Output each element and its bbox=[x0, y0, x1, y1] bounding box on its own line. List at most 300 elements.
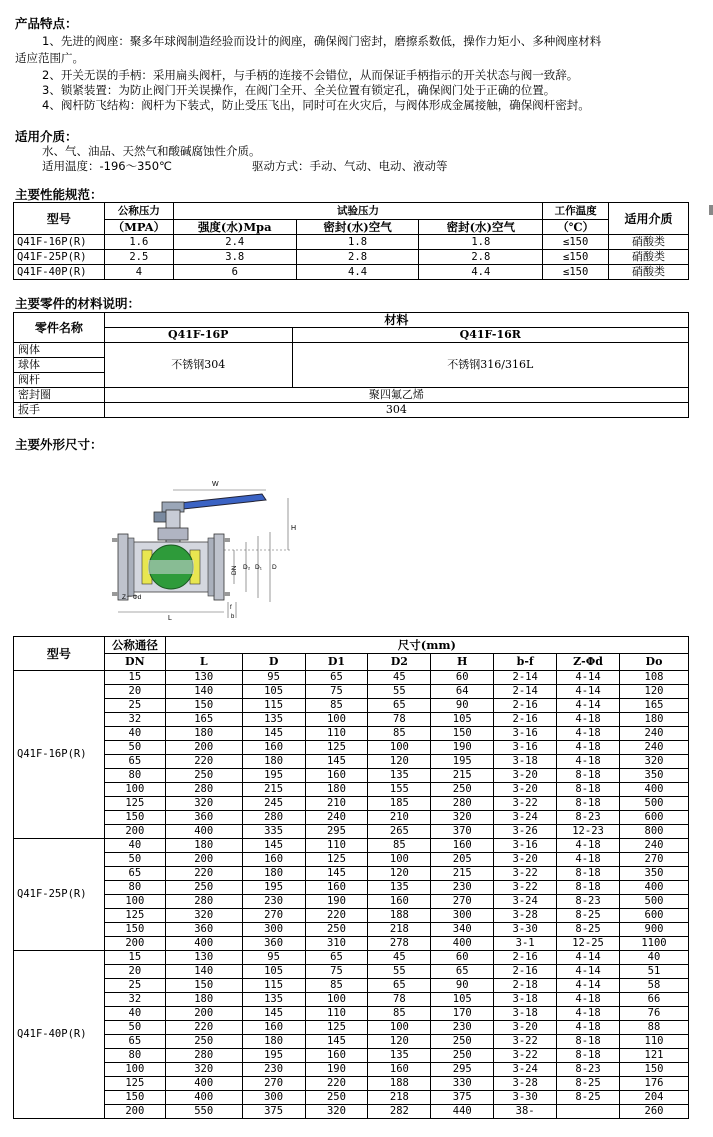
table-row bbox=[14, 1105, 689, 1119]
table-cell: 400 bbox=[165, 937, 242, 951]
table-cell: 8-18 bbox=[557, 867, 620, 881]
feature-line-2: 2、开关无误的手柄：采用扁头阀杆，与手柄的连接不会错位，从而保证手柄指示的开关状态与阀一致辞。 bbox=[42, 68, 579, 82]
table-cell: 220 bbox=[165, 1021, 242, 1035]
table-cell: 900 bbox=[619, 923, 688, 937]
table-cell: 500 bbox=[619, 895, 688, 909]
table-cell: 295 bbox=[305, 825, 368, 839]
table-cell: 4-18 bbox=[557, 853, 620, 867]
table-cell: 64 bbox=[431, 685, 494, 699]
table-cell: 180 bbox=[165, 993, 242, 1007]
table-cell: 440 bbox=[431, 1105, 494, 1119]
valve-diagram bbox=[110, 472, 300, 622]
table-cell: 190 bbox=[305, 1063, 368, 1077]
table-cell: 4-18 bbox=[557, 839, 620, 853]
table-cell: 230 bbox=[431, 881, 494, 895]
table-cell: 600 bbox=[619, 811, 688, 825]
table-cell: 240 bbox=[305, 811, 368, 825]
table-cell: 3-24 bbox=[494, 1063, 557, 1077]
table-cell: 4-14 bbox=[557, 979, 620, 993]
table-cell: 45 bbox=[368, 951, 431, 965]
table-cell: 400 bbox=[165, 825, 242, 839]
table-cell: 150 bbox=[104, 811, 165, 825]
table-cell: 100 bbox=[368, 1021, 431, 1035]
table-cell: 80 bbox=[104, 769, 165, 783]
table-row bbox=[14, 1035, 689, 1049]
table-cell: 85 bbox=[305, 979, 368, 993]
table-cell: 220 bbox=[305, 909, 368, 923]
table-cell: 2-16 bbox=[494, 699, 557, 713]
table-cell: ≤150 bbox=[543, 250, 609, 265]
table-cell: 2.4 bbox=[173, 235, 296, 250]
table-cell: 218 bbox=[368, 923, 431, 937]
table-cell: 2-14 bbox=[494, 671, 557, 685]
table-cell: 3-24 bbox=[494, 811, 557, 825]
table-cell: 195 bbox=[242, 1049, 305, 1063]
table-cell: 105 bbox=[431, 713, 494, 727]
table-cell: 250 bbox=[165, 1035, 242, 1049]
table-cell: 125 bbox=[104, 797, 165, 811]
table-cell: 218 bbox=[368, 1091, 431, 1105]
table-cell: 270 bbox=[242, 909, 305, 923]
table-cell: 4-18 bbox=[557, 993, 620, 1007]
table-cell: 4-14 bbox=[557, 699, 620, 713]
table-cell: 8-23 bbox=[557, 811, 620, 825]
features-heading: 产品特点： bbox=[15, 16, 78, 31]
table-cell: 85 bbox=[368, 727, 431, 741]
part-stem: 阀杆 bbox=[14, 373, 105, 388]
table-cell: Q41F-25P(R) bbox=[14, 250, 105, 265]
dim-col-dn: DN bbox=[104, 654, 165, 671]
table-cell: 220 bbox=[165, 755, 242, 769]
table-cell: 2-16 bbox=[494, 951, 557, 965]
table-cell: 105 bbox=[242, 965, 305, 979]
part-ball: 球体 bbox=[14, 358, 105, 373]
table-row bbox=[14, 755, 689, 769]
dim-label-h: H bbox=[291, 525, 297, 532]
table-cell: 3-20 bbox=[494, 853, 557, 867]
table-cell: 145 bbox=[242, 727, 305, 741]
handle-material: 304 bbox=[104, 403, 688, 418]
table-cell: 200 bbox=[165, 853, 242, 867]
table-cell: 8-18 bbox=[557, 881, 620, 895]
table-cell: 360 bbox=[165, 923, 242, 937]
table-cell: 105 bbox=[242, 685, 305, 699]
table-cell: 135 bbox=[368, 881, 431, 895]
table-cell: 205 bbox=[431, 853, 494, 867]
material-model-p: Q41F-16P bbox=[104, 328, 292, 343]
table-cell: 188 bbox=[368, 1077, 431, 1091]
table-cell: 150 bbox=[165, 979, 242, 993]
table-cell: 100 bbox=[305, 713, 368, 727]
table-cell: 3-28 bbox=[494, 1077, 557, 1091]
table-row bbox=[14, 853, 689, 867]
table-cell: 160 bbox=[368, 895, 431, 909]
table-cell: 245 bbox=[242, 797, 305, 811]
table-cell: 3-16 bbox=[494, 741, 557, 755]
table-cell: 195 bbox=[242, 769, 305, 783]
table-cell: 3-22 bbox=[494, 881, 557, 895]
table-row bbox=[14, 1077, 689, 1091]
dim-col-header: D1 bbox=[305, 654, 368, 671]
table-cell: 165 bbox=[165, 713, 242, 727]
table-cell: 320 bbox=[165, 909, 242, 923]
table-cell: 320 bbox=[431, 811, 494, 825]
table-cell: 150 bbox=[104, 923, 165, 937]
dim-col-header: Do bbox=[619, 654, 688, 671]
table-cell: 280 bbox=[165, 1049, 242, 1063]
table-cell: 180 bbox=[242, 867, 305, 881]
dim-label-b: b bbox=[231, 614, 235, 620]
table-cell: 100 bbox=[104, 895, 165, 909]
table-cell: 65 bbox=[104, 867, 165, 881]
table-cell: 100 bbox=[104, 783, 165, 797]
dimensions-table bbox=[13, 636, 689, 1119]
table-row bbox=[14, 923, 689, 937]
table-cell: 210 bbox=[305, 797, 368, 811]
table-cell: 300 bbox=[242, 1091, 305, 1105]
table-cell: 15 bbox=[104, 671, 165, 685]
table-cell: 3-18 bbox=[494, 1007, 557, 1021]
table-cell: 140 bbox=[165, 965, 242, 979]
table-row bbox=[14, 937, 689, 951]
table-cell: 15 bbox=[104, 951, 165, 965]
table-cell: 135 bbox=[242, 993, 305, 1007]
table-row bbox=[14, 881, 689, 895]
table-cell: 90 bbox=[431, 699, 494, 713]
table-cell: 600 bbox=[619, 909, 688, 923]
table-cell: 400 bbox=[619, 783, 688, 797]
table-cell: 160 bbox=[242, 1021, 305, 1035]
table-cell: 4.4 bbox=[296, 265, 419, 280]
table-cell: 145 bbox=[305, 867, 368, 881]
table-cell: 270 bbox=[619, 853, 688, 867]
table-cell: 200 bbox=[104, 1105, 165, 1119]
table-row bbox=[14, 727, 689, 741]
table-cell: 8-25 bbox=[557, 923, 620, 937]
materials-heading: 主要零件的材料说明： bbox=[15, 296, 141, 311]
table-cell: 145 bbox=[305, 1035, 368, 1049]
table-cell: 110 bbox=[619, 1035, 688, 1049]
dimensions-heading: 主要外形尺寸： bbox=[15, 437, 103, 452]
table-cell: 400 bbox=[165, 1077, 242, 1091]
table-cell: 220 bbox=[165, 867, 242, 881]
table-cell: 176 bbox=[619, 1077, 688, 1091]
table-cell: 4-18 bbox=[557, 727, 620, 741]
table-cell: 2-14 bbox=[494, 685, 557, 699]
table-cell: 2.5 bbox=[104, 250, 173, 265]
table-cell: 400 bbox=[165, 1091, 242, 1105]
table-cell: 4-14 bbox=[557, 685, 620, 699]
table-cell: 160 bbox=[242, 741, 305, 755]
table-cell: 50 bbox=[104, 853, 165, 867]
table-cell: 3-1 bbox=[494, 937, 557, 951]
table-cell: 165 bbox=[619, 699, 688, 713]
table-cell: 150 bbox=[619, 1063, 688, 1077]
table-row bbox=[14, 951, 689, 965]
table-cell: 250 bbox=[165, 881, 242, 895]
table-cell: 200 bbox=[165, 741, 242, 755]
table-cell: 125 bbox=[104, 909, 165, 923]
table-row bbox=[14, 783, 689, 797]
table-cell: 320 bbox=[619, 755, 688, 769]
table-row bbox=[14, 979, 689, 993]
table-cell: 95 bbox=[242, 951, 305, 965]
table-cell: 195 bbox=[242, 881, 305, 895]
table-cell: 280 bbox=[431, 797, 494, 811]
table-cell: 295 bbox=[431, 1063, 494, 1077]
table-cell: 8-23 bbox=[557, 895, 620, 909]
dim-label-zd: Z－Φd bbox=[122, 594, 142, 601]
table-cell: 4-18 bbox=[557, 713, 620, 727]
table-cell: 55 bbox=[368, 685, 431, 699]
table-cell: 215 bbox=[431, 769, 494, 783]
table-cell: 65 bbox=[368, 979, 431, 993]
table-cell: 160 bbox=[305, 1049, 368, 1063]
table-cell: 135 bbox=[242, 713, 305, 727]
table-cell bbox=[557, 1105, 620, 1119]
col-temp: 工作温度 bbox=[543, 203, 609, 220]
table-cell: 3-22 bbox=[494, 867, 557, 881]
dim-col-nominal: 公称通径 bbox=[104, 637, 165, 654]
table-cell: 240 bbox=[619, 727, 688, 741]
table-cell: 2-18 bbox=[494, 979, 557, 993]
table-cell: 1.6 bbox=[104, 235, 173, 250]
table-cell: 240 bbox=[619, 741, 688, 755]
table-cell: 180 bbox=[165, 839, 242, 853]
table-row bbox=[14, 867, 689, 881]
media-temp: 适用温度：-196～350℃ bbox=[42, 159, 172, 173]
table-cell: 硝酸类 bbox=[609, 265, 689, 280]
table-cell: 125 bbox=[305, 741, 368, 755]
table-cell: 60 bbox=[431, 671, 494, 685]
table-cell: 40 bbox=[104, 1007, 165, 1021]
table-cell: 230 bbox=[242, 895, 305, 909]
table-row bbox=[14, 1007, 689, 1021]
table-cell: 145 bbox=[305, 755, 368, 769]
part-body: 阀体 bbox=[14, 343, 105, 358]
table-cell: 320 bbox=[165, 1063, 242, 1077]
table-row bbox=[14, 993, 689, 1007]
table-cell: 3-26 bbox=[494, 825, 557, 839]
table-row bbox=[14, 671, 689, 685]
table-cell: 145 bbox=[242, 1007, 305, 1021]
table-cell: 220 bbox=[305, 1077, 368, 1091]
table-cell: 3-18 bbox=[494, 993, 557, 1007]
table-cell: 125 bbox=[104, 1077, 165, 1091]
table-cell: 120 bbox=[368, 1035, 431, 1049]
table-cell: 3-20 bbox=[494, 769, 557, 783]
table-cell: 375 bbox=[242, 1105, 305, 1119]
media-line: 水、气、油品、天然气和酸碱腐蚀性介质。 bbox=[42, 144, 261, 158]
table-cell: 360 bbox=[165, 811, 242, 825]
group-model: Q41F-40P(R) bbox=[14, 951, 105, 1119]
dim-label-d: D bbox=[272, 564, 277, 571]
table-cell: 100 bbox=[305, 993, 368, 1007]
table-cell: 215 bbox=[431, 867, 494, 881]
table-cell: 360 bbox=[242, 937, 305, 951]
table-cell: 3-24 bbox=[494, 895, 557, 909]
table-cell: 160 bbox=[431, 839, 494, 853]
table-cell: 8-18 bbox=[557, 1049, 620, 1063]
table-cell: 310 bbox=[305, 937, 368, 951]
table-cell: 278 bbox=[368, 937, 431, 951]
table-cell: 375 bbox=[431, 1091, 494, 1105]
table-cell: 4-18 bbox=[557, 1007, 620, 1021]
table-row bbox=[14, 235, 689, 250]
col-pressure-unit: （MPA） bbox=[104, 220, 173, 235]
table-cell: 250 bbox=[431, 1035, 494, 1049]
table-cell: 8-18 bbox=[557, 769, 620, 783]
table-cell: 3-28 bbox=[494, 909, 557, 923]
table-row bbox=[14, 685, 689, 699]
table-cell: 2.8 bbox=[419, 250, 543, 265]
table-cell: 88 bbox=[619, 1021, 688, 1035]
table-cell: 150 bbox=[165, 699, 242, 713]
table-row bbox=[14, 811, 689, 825]
table-cell: 230 bbox=[431, 1021, 494, 1035]
table-cell: 350 bbox=[619, 867, 688, 881]
table-cell: 300 bbox=[242, 923, 305, 937]
table-cell: 40 bbox=[104, 839, 165, 853]
table-cell: 3-20 bbox=[494, 783, 557, 797]
table-cell: 135 bbox=[368, 769, 431, 783]
table-cell: 3-20 bbox=[494, 1021, 557, 1035]
table-cell: 75 bbox=[305, 965, 368, 979]
media-drive: 驱动方式：手动、气动、电动、液动等 bbox=[252, 159, 448, 173]
table-row bbox=[14, 895, 689, 909]
group-model: Q41F-25P(R) bbox=[14, 839, 105, 951]
table-cell: 3-22 bbox=[494, 797, 557, 811]
table-cell: 115 bbox=[242, 699, 305, 713]
table-cell: 185 bbox=[368, 797, 431, 811]
table-cell: 85 bbox=[305, 699, 368, 713]
feature-line-3: 3、锁紧装置：为防止阀门开关误操作，在阀门全开、全关位置有锁定孔，确保阀门处于正确的位置。 bbox=[42, 83, 556, 97]
table-row bbox=[14, 839, 689, 853]
table-cell: 140 bbox=[165, 685, 242, 699]
table-row bbox=[14, 250, 689, 265]
table-cell: 110 bbox=[305, 839, 368, 853]
table-cell: 2-16 bbox=[494, 713, 557, 727]
dim-label-w: W bbox=[212, 481, 219, 488]
table-cell: 200 bbox=[104, 825, 165, 839]
col-test-pressure: 试验压力 bbox=[173, 203, 542, 220]
part-handle: 扳手 bbox=[14, 403, 105, 418]
table-cell: 32 bbox=[104, 993, 165, 1007]
scroll-marker bbox=[709, 205, 713, 215]
dim-col-header: H bbox=[431, 654, 494, 671]
table-cell: 115 bbox=[242, 979, 305, 993]
table-cell: 180 bbox=[242, 755, 305, 769]
table-cell: 282 bbox=[368, 1105, 431, 1119]
table-row bbox=[14, 1021, 689, 1035]
table-cell: 40 bbox=[619, 951, 688, 965]
table-cell: 4-14 bbox=[557, 671, 620, 685]
table-row bbox=[14, 265, 689, 280]
table-cell: 400 bbox=[431, 937, 494, 951]
col-seal-water: 密封(水)空气 bbox=[296, 220, 419, 235]
table-cell: ≤150 bbox=[543, 235, 609, 250]
table-cell: 85 bbox=[368, 839, 431, 853]
table-cell: 78 bbox=[368, 713, 431, 727]
dim-col-header: Z-Φd bbox=[557, 654, 620, 671]
table-cell: 38- bbox=[494, 1105, 557, 1119]
table-cell: 95 bbox=[242, 671, 305, 685]
table-cell: 125 bbox=[305, 1021, 368, 1035]
col-strength: 强度(水)Mpa bbox=[173, 220, 296, 235]
table-cell: 330 bbox=[431, 1077, 494, 1091]
table-cell: 204 bbox=[619, 1091, 688, 1105]
table-row bbox=[14, 1049, 689, 1063]
table-cell: 45 bbox=[368, 671, 431, 685]
table-cell: 80 bbox=[104, 1049, 165, 1063]
table-cell: 硝酸类 bbox=[609, 250, 689, 265]
table-cell: 170 bbox=[431, 1007, 494, 1021]
col-seal-air: 密封(水)空气 bbox=[419, 220, 543, 235]
table-cell: 800 bbox=[619, 825, 688, 839]
dim-label-d2: D₂ bbox=[243, 564, 251, 571]
table-cell: 160 bbox=[305, 769, 368, 783]
table-cell: 280 bbox=[165, 783, 242, 797]
table-cell: 8-25 bbox=[557, 1077, 620, 1091]
table-cell: 160 bbox=[242, 853, 305, 867]
table-cell: 145 bbox=[242, 839, 305, 853]
table-cell: 6 bbox=[173, 265, 296, 280]
table-cell: 85 bbox=[368, 1007, 431, 1021]
table-cell: 300 bbox=[431, 909, 494, 923]
table-cell: 250 bbox=[305, 1091, 368, 1105]
table-cell: 1100 bbox=[619, 937, 688, 951]
table-cell: 58 bbox=[619, 979, 688, 993]
table-cell: 65 bbox=[305, 671, 368, 685]
table-cell: 130 bbox=[165, 951, 242, 965]
table-cell: ≤150 bbox=[543, 265, 609, 280]
table-cell: 550 bbox=[165, 1105, 242, 1119]
table-cell: 180 bbox=[242, 1035, 305, 1049]
table-cell: 190 bbox=[431, 741, 494, 755]
table-cell: 250 bbox=[431, 783, 494, 797]
table-cell: 66 bbox=[619, 993, 688, 1007]
table-cell: 340 bbox=[431, 923, 494, 937]
table-cell: 250 bbox=[165, 769, 242, 783]
table-cell: 121 bbox=[619, 1049, 688, 1063]
dim-label-d1: D₁ bbox=[255, 564, 262, 571]
table-cell: 160 bbox=[368, 1063, 431, 1077]
dim-col-header: b-f bbox=[494, 654, 557, 671]
table-cell: 3-22 bbox=[494, 1049, 557, 1063]
table-cell: 40 bbox=[104, 727, 165, 741]
table-cell: 280 bbox=[242, 811, 305, 825]
table-cell: 190 bbox=[305, 895, 368, 909]
table-cell: 20 bbox=[104, 685, 165, 699]
table-cell: 75 bbox=[305, 685, 368, 699]
table-cell: 90 bbox=[431, 979, 494, 993]
table-cell: 350 bbox=[619, 769, 688, 783]
table-cell: 25 bbox=[104, 699, 165, 713]
table-cell: 3-16 bbox=[494, 839, 557, 853]
table-cell: 195 bbox=[431, 755, 494, 769]
dim-col-header: D bbox=[242, 654, 305, 671]
table-cell: 250 bbox=[431, 1049, 494, 1063]
material-model-r: Q41F-16R bbox=[292, 328, 688, 343]
col-pressure: 公称压力 bbox=[104, 203, 173, 220]
table-cell: 3.8 bbox=[173, 250, 296, 265]
table-row bbox=[14, 769, 689, 783]
dim-col-size: 尺寸(mm) bbox=[165, 637, 688, 654]
table-cell: 500 bbox=[619, 797, 688, 811]
table-cell: 1.8 bbox=[296, 235, 419, 250]
table-cell: 240 bbox=[619, 839, 688, 853]
table-row bbox=[14, 909, 689, 923]
